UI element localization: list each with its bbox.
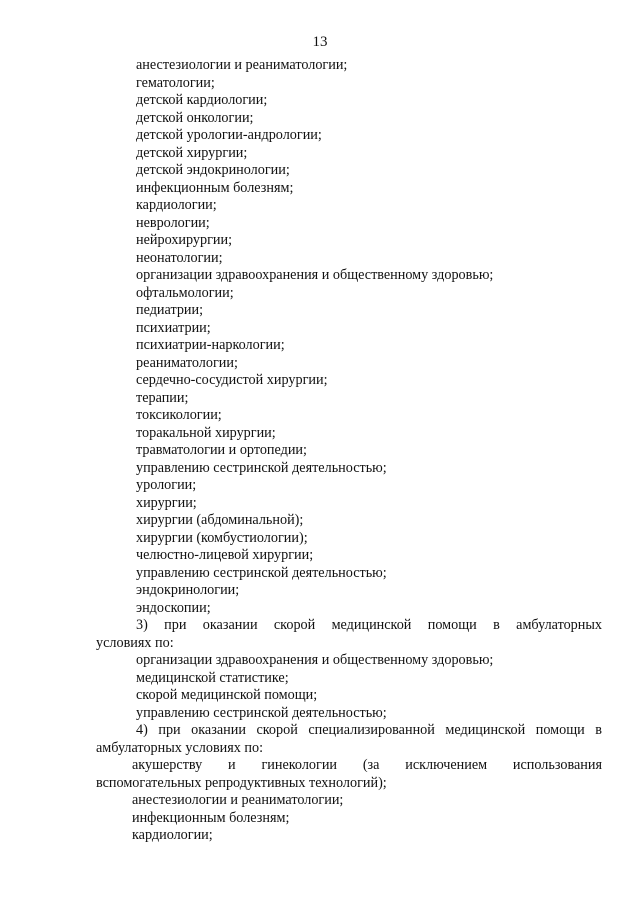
list-item: управлению сестринской деятельностью; xyxy=(136,459,387,476)
list-item: управлению сестринской деятельностью; xyxy=(136,564,387,581)
list-item: кардиологии; xyxy=(132,827,213,843)
list-item: педиатрии; xyxy=(136,302,204,318)
list-item: офтальмологии; xyxy=(136,284,234,301)
list-item: инфекционным болезням; xyxy=(132,809,290,826)
list-item: детской эндокринологии; xyxy=(136,162,290,178)
list-item: организации здравоохранения и общественному здоровью; xyxy=(136,267,494,283)
list-item: неонатологии; xyxy=(136,249,223,266)
list-item: анестезиологии и реаниматологии; xyxy=(136,57,348,73)
list-item: организации здравоохранения и общественному здоровью; xyxy=(136,652,494,668)
list-item: эндокринологии; xyxy=(136,582,240,598)
list-item: детской онкологии; xyxy=(136,109,254,126)
list-item: торакальной хирургии; xyxy=(136,424,276,441)
obstetrics-item xyxy=(96,757,602,792)
list-item: детской хирургии; xyxy=(136,144,248,161)
list-item: управлению сестринской деятельностью; xyxy=(136,704,387,721)
list-item: нейрохирургии; xyxy=(136,232,233,248)
list-item: гематологии; xyxy=(136,74,215,91)
list-item: терапии; xyxy=(136,389,189,406)
list-item: урологии; xyxy=(136,477,197,493)
list-item: психиатрии; xyxy=(136,319,211,336)
specialty-list-a xyxy=(96,57,602,617)
list-item: анестезиологии и реаниматологии; xyxy=(132,792,344,808)
list-item: токсикологии; xyxy=(136,407,222,423)
list-item: психиатрии-наркологии; xyxy=(136,337,285,353)
paragraph-3-line-2: условиях по: xyxy=(96,634,174,651)
paragraph-4 xyxy=(96,722,602,757)
paragraph-4-line-1: 4) при оказании скорой специализированной медицинской помощи в xyxy=(136,722,602,738)
list-item: инфекционным болезням; xyxy=(136,179,294,196)
list-item: реаниматологии; xyxy=(136,354,238,371)
list-item: скорой медицинской помощи; xyxy=(136,687,318,703)
list-item: сердечно-сосудистой хирургии; xyxy=(136,372,328,388)
specialty-list-c xyxy=(96,792,602,845)
specialty-list-b xyxy=(96,652,602,722)
list-item: детской кардиологии; xyxy=(136,92,268,108)
list-item: хирургии; xyxy=(136,494,197,511)
list-item: медицинской статистике; xyxy=(136,669,289,686)
list-item: эндоскопии; xyxy=(136,599,211,616)
list-item: хирургии (комбустиологии); xyxy=(136,529,308,546)
list-item: челюстно-лицевой хирургии; xyxy=(136,547,314,563)
document-body xyxy=(96,57,602,845)
obstetrics-item-line-1: акушерству и гинекологии (за исключением использования xyxy=(132,757,602,773)
list-item: травматологии и ортопедии; xyxy=(136,442,307,458)
paragraph-3 xyxy=(96,617,602,652)
list-item: неврологии; xyxy=(136,214,210,231)
obstetrics-item-line-2: вспомогательных репродуктивных технологий); xyxy=(96,774,387,791)
paragraph-3-line-1: 3) при оказании скорой медицинской помощи в амбулаторных xyxy=(136,617,602,633)
paragraph-4-line-2: амбулаторных условиях по: xyxy=(96,739,264,756)
list-item: детской урологии-андрологии; xyxy=(136,127,322,143)
list-item: хирургии (абдоминальной); xyxy=(136,512,304,528)
list-item: кардиологии; xyxy=(136,197,217,213)
page-number: 13 xyxy=(312,34,328,50)
